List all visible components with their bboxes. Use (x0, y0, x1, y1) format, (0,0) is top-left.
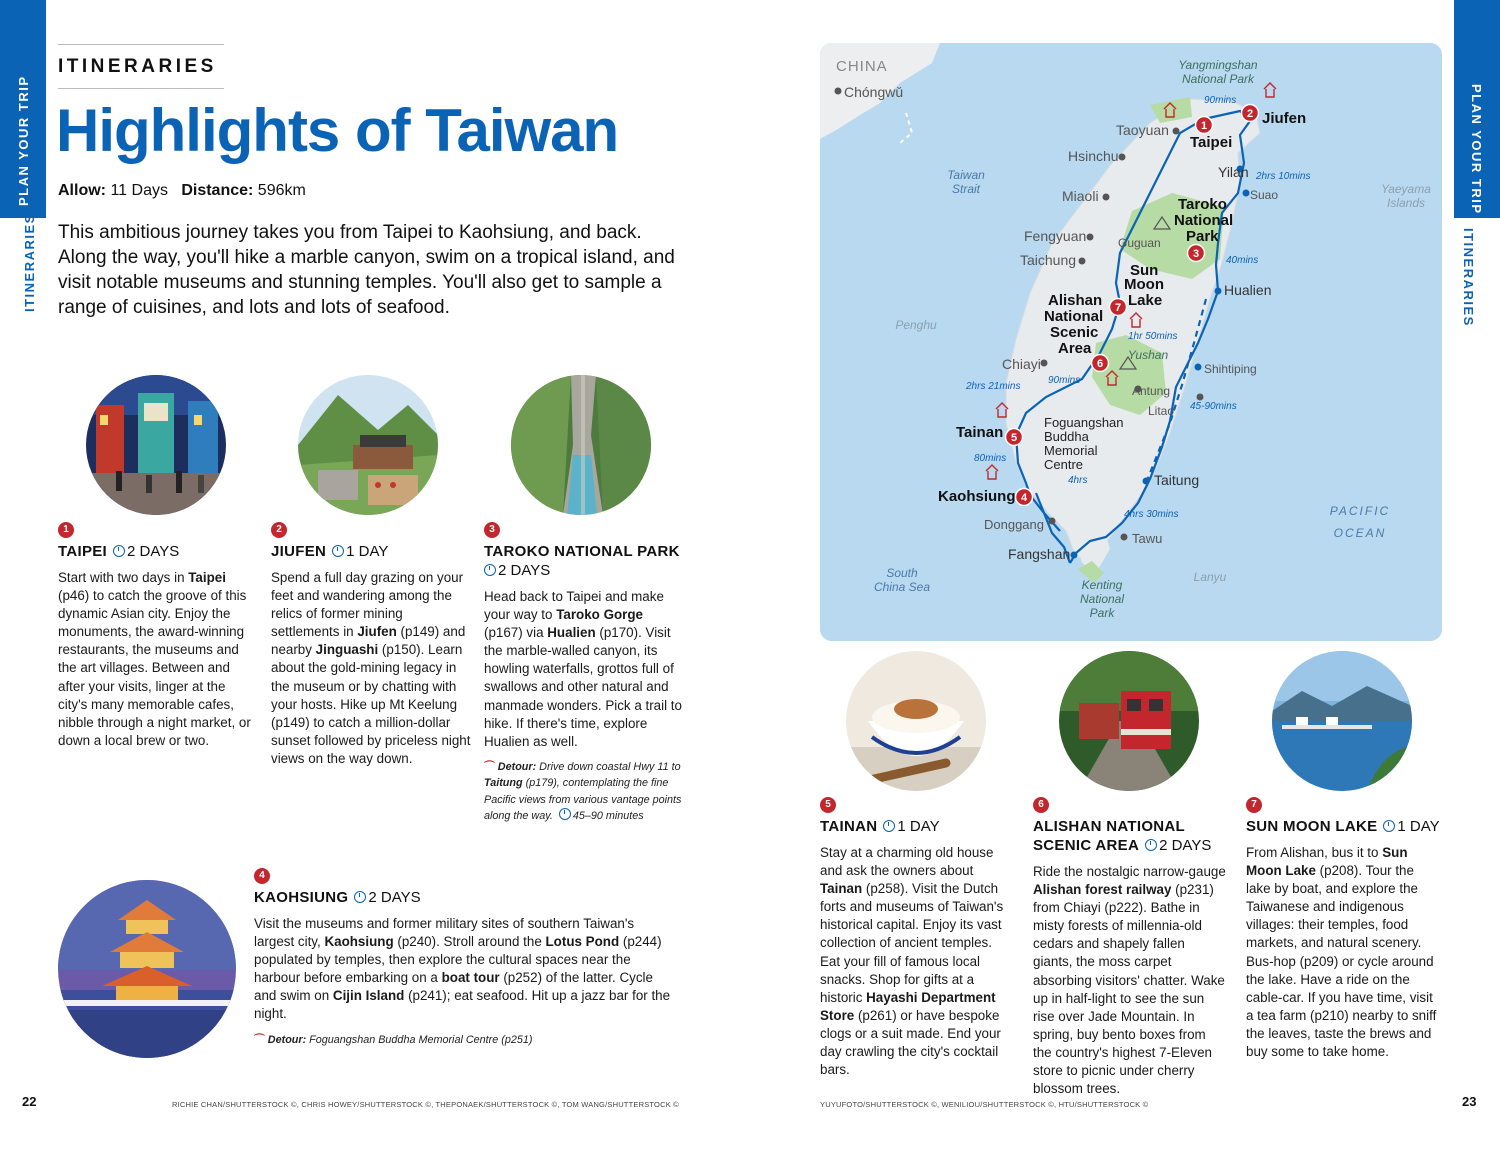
detour-time: 45–90 minutes (572, 810, 644, 823)
map-label-taitung: Taitung (1154, 472, 1200, 488)
map-label-chiayi: Chiayi (1002, 356, 1041, 372)
highlight-place: Tainan (820, 881, 863, 897)
highlight-place: Jiufen (357, 624, 397, 640)
stop-duration: 2 DAYS (127, 543, 180, 560)
map-label-miaoli: Miaoli (1062, 188, 1099, 204)
map-label-sunmoon-1: Sun (1130, 262, 1159, 279)
dot-shihtiping (1195, 364, 1202, 371)
map-label-fangshan: Fangshan (1008, 546, 1071, 562)
map-label-alishan-1: Alishan (1048, 292, 1103, 309)
map-marker-3-label: 3 (1192, 248, 1200, 260)
photo-credits-left: RICHIE CHAN/SHUTTERSTOCK ©, CHRIS HOWEY/SHUTTERSTOCK ©, THEPONAEK/SHUTTERSTOCK ©, TOM WANG/SHUTTERSTOCK © (172, 1100, 679, 1109)
section-kicker: ITINERARIES (58, 56, 217, 77)
map-label-yangmingshan: Yangmingshan (1178, 58, 1258, 72)
route-map-svg (820, 43, 1442, 641)
distance-value: 596km (257, 182, 306, 199)
detour-label: Detour: (497, 760, 537, 773)
map-label-alishan-2: National (1044, 308, 1104, 325)
map-time-4h: 4hrs (1068, 475, 1088, 486)
page-number-left: 22 (22, 1094, 37, 1109)
detour-icon: ⌒ (484, 760, 495, 773)
map-label-kenting-3: Park (1089, 606, 1115, 620)
stop-description: Start with two days in Taipei (p46) to catch the groove of this dynamic Asian city. Enjoy the monuments, the award-winning restaurants, the museums and the art villages. Between and after your visits, linger at the city's many memorable cafes, nibble through a night market, or down a local brew or two. (58, 570, 251, 748)
map-label-pacific-1: PACIFIC (1329, 504, 1391, 518)
map-label-kenting-1: Kenting (1081, 578, 1123, 592)
dot-tawu (1121, 534, 1128, 541)
dot-taoyuan (1173, 128, 1180, 135)
stop-sun-moon-lake (1246, 794, 1442, 1061)
map-label-kenting-2: National (1079, 592, 1125, 606)
highlight-place: Taipei (188, 570, 226, 585)
dot-fangshan (1071, 552, 1078, 559)
stop-number-badge: 4 (254, 868, 270, 884)
clock-icon (484, 564, 496, 576)
stop-heading (484, 542, 684, 580)
stop-name: TAINAN (820, 818, 878, 835)
stop-duration: 1 DAY (897, 818, 940, 835)
highlight-place: Cijin Island (332, 988, 405, 1004)
stop-kaohsiung (254, 865, 674, 1048)
detour-label: Detour: (267, 1033, 307, 1046)
highlight-place: boat tour (441, 970, 500, 986)
stop-number-badge: 1 (58, 522, 74, 538)
map-label-sunmoon-2: Moon (1124, 276, 1164, 293)
dot-hsinchu (1119, 154, 1126, 161)
stop-taipei (58, 519, 258, 750)
photo-sun-moon-lake (1272, 651, 1412, 791)
stop-heading (1033, 817, 1228, 855)
photo-alishan (1059, 651, 1199, 791)
map-time-40: 40mins (1226, 255, 1259, 266)
map-label-south-china-1: South (886, 566, 918, 580)
dot-litao (1197, 394, 1204, 401)
distance-label: Distance: (181, 182, 254, 199)
photo-taroko (511, 375, 651, 515)
page-title: Highlights of Taiwan (56, 97, 619, 164)
stop-heading (271, 542, 471, 561)
map-label-yushan: Yushan (1127, 348, 1169, 362)
side-tab-section-right: PLAN YOUR TRIP (1469, 84, 1484, 215)
clock-icon (354, 891, 366, 903)
stop-description: Stay at a charming old house and ask the owners about Tainan (p258). Visit the Dutch forts and museums of Taiwan's historical capital. Enjoy its vast collection of ancient temples. Eat your fill of famous local snacks. Shop for gifts at a historic Hayashi Department Store (p261) or have bespoke clogs or a suit made. End your day crawling the city's cocktail bars. (820, 845, 1004, 1078)
map-marker-1-label: 1 (1200, 120, 1208, 132)
map-label-strait-1: Taiwan (947, 168, 985, 182)
map-label-yaeyama-1: Yaeyama (1381, 182, 1431, 196)
clock-icon (1383, 820, 1395, 832)
photo-kaohsiung (58, 880, 236, 1058)
dot-chiayi (1041, 360, 1048, 367)
map-label-strait-2: Strait (951, 182, 981, 196)
map-label-taoyuan: Taoyuan (1116, 122, 1169, 138)
stop-duration: 1 DAY (346, 543, 389, 560)
map-label-taroko-3: Park (1186, 228, 1219, 245)
stop-description: Spend a full day grazing on your feet and wandering among the relics of former mining settlements in Jiufen (p149) and nearby Jinguashi (p150). Learn about the gold-mining legacy in the museum or by chatting with your hosts. Hike up Mt Keelung (p149) to catch a million-dollar sunset followed by priceless night views on the way down. (271, 570, 471, 766)
map-label-fo-2: Buddha (1044, 429, 1089, 444)
map-time-45-90: 45-90mins (1190, 401, 1237, 412)
stop-name: ALISHAN NATIONAL SCENIC AREA (1033, 818, 1185, 854)
highlight-place: Sun Moon Lake (1246, 845, 1408, 879)
side-tab-sub-right: ITINERARIES (1461, 228, 1476, 327)
stop-duration: 2 DAYS (1159, 837, 1212, 854)
clock-icon (332, 545, 344, 557)
dot-hualien (1215, 288, 1222, 295)
dot-suao (1243, 190, 1250, 197)
clock-icon (113, 545, 125, 557)
kicker-rule-top (58, 44, 224, 45)
stop-description: From Alishan, bus it to Sun Moon Lake (p208). Tour the lake by boat, and explore the Taiwanese and indigenous villages: their temples, food markets, and natural scenery. Bus-hop (p209) or cycle around the lake. Have a ride on the cable-car. If you have time, visit a tea farm (p210) nearby to sniff the leaves, taste the brews and buy some to take home. (1246, 845, 1437, 1060)
map-label-chongwu: Chóngwǔ (844, 84, 904, 100)
map-marker-2-label: 2 (1246, 108, 1254, 120)
stop-description: Visit the museums and former military sites of southern Taiwan's largest city, Kaohsiung (p240). Stroll around the Lotus Pond (p244) populated by temples, then explore the cultural spaces near the harbour before embarking on a boat tour (p252) of the latter. Cycle and swim on Cijin Island (p241); eat seafood. Hit up a jazz bar for the night. (254, 916, 671, 1022)
highlight-place: Hualien (547, 625, 596, 641)
highlight-place: Kaohsiung (324, 934, 394, 950)
map-marker-6-label: 6 (1096, 358, 1104, 370)
stop-number-badge: 7 (1246, 797, 1262, 813)
side-tab-section-left: PLAN YOUR TRIP (16, 75, 31, 206)
detour-note: ⌒ Detour: Drive down coastal Hwy 11 to Taitung (p179), contemplating the fine Pacific views from various vantage points along the way. 45–90 minutes (484, 760, 682, 823)
stop-heading (1246, 817, 1442, 836)
stop-duration: 1 DAY (1397, 818, 1440, 835)
highlight-place: Lotus Pond (545, 934, 620, 950)
map-label-hsinchu: Hsinchu (1068, 148, 1119, 164)
stop-duration: 2 DAYS (498, 562, 551, 579)
map-label-yaeyama-2: Islands (1386, 196, 1426, 210)
map-label-yilan: Yilan (1218, 164, 1249, 180)
highlight-place: Jinguashi (315, 642, 379, 658)
map-label-guguan: Guguan (1118, 236, 1161, 250)
map-label-taichung: Taichung (1020, 252, 1077, 268)
map-marker-7-label: 7 (1114, 302, 1122, 314)
trip-meta (58, 182, 306, 200)
map-marker-5-label: 5 (1010, 432, 1018, 444)
dot-taichung (1079, 258, 1086, 265)
allow-value: 11 Days (110, 182, 168, 199)
map-label-fo-4: Centre (1044, 457, 1084, 472)
stop-taroko (484, 519, 684, 825)
map-label-donggang: Donggang (984, 517, 1044, 532)
map-time-80: 80mins (974, 453, 1007, 464)
detour-note: ⌒ Detour: Foguangshan Buddha Memorial Centre (p251) (254, 1033, 533, 1046)
map-label-hualien: Hualien (1224, 282, 1272, 298)
stop-name: TAROKO NATIONAL PARK (484, 543, 680, 560)
map-label-fo-3: Memorial (1044, 443, 1098, 458)
map-label-china: CHINA (836, 58, 888, 75)
stop-name: SUN MOON LAKE (1246, 818, 1378, 835)
stop-heading (820, 817, 1015, 836)
stop-heading (58, 542, 258, 561)
map-time-2h10: 2hrs 10mins (1256, 171, 1311, 182)
map-label-shihtiping: Shihtiping (1204, 362, 1257, 376)
map-label-tainan: Tainan (956, 424, 1004, 441)
highlight-place: Taroko Gorge (556, 607, 644, 623)
map-time-2h21: 2hrs 21mins (966, 381, 1021, 392)
stop-number-badge: 6 (1033, 797, 1049, 813)
map-time-1h50: 1hr 50mins (1128, 331, 1178, 342)
map-label-suao: Suao (1250, 188, 1279, 202)
map-label-taipei: Taipei (1190, 134, 1233, 151)
clock-icon (1145, 839, 1157, 851)
dot-miaoli (1103, 194, 1110, 201)
stop-duration: 2 DAYS (368, 889, 421, 906)
dot-fengyuan (1087, 234, 1094, 241)
side-tab-sub-left: ITINERARIES (22, 213, 37, 312)
map-label-fo-1: Foguangshan (1044, 415, 1124, 430)
map-marker-4-label: 4 (1020, 492, 1028, 504)
intro-paragraph: This ambitious journey takes you from Taipei to Kaohsiung, and back. Along the way, you'll hike a marble canyon, swim on a tropical island, and visit notable museums and stunning temples. You'll also get to sample a range of cuisines, and lots and lots of seafood. (58, 222, 675, 318)
map-label-antung: Antung (1132, 384, 1171, 398)
photo-tainan (846, 651, 986, 791)
allow-label: Allow: (58, 182, 106, 199)
stop-number-badge: 2 (271, 522, 287, 538)
dot-chongwu (835, 88, 842, 95)
kicker-rule-bottom (58, 88, 224, 89)
map-label-taroko-2: National (1174, 212, 1234, 229)
stop-description: Ride the nostalgic narrow-gauge Alishan forest railway (p231) from Chiayi (p222). Bathe in misty forests of millennia-old cedars and shapely fallen giants, the moss carpet absorbing visitors' chatter. Wake up in half-light to see the sun rise over Jade Mountain. In spring, buy bento boxes from the country's highest 7-Eleven store to picnic under cherry blossom trees. (1033, 864, 1226, 1097)
highlight-place: Hayashi Department Store (820, 989, 996, 1023)
clock-icon (559, 808, 571, 820)
map-time-90: 90mins (1204, 95, 1237, 106)
dot-taitung (1143, 478, 1150, 485)
clock-icon (883, 820, 895, 832)
stop-heading (254, 888, 674, 907)
map-label-taroko-1: Taroko (1178, 196, 1227, 213)
stop-number-badge: 3 (484, 522, 500, 538)
photo-jiufen (298, 375, 438, 515)
stop-name: KAOHSIUNG (254, 889, 349, 906)
map-label-jiufen: Jiufen (1262, 110, 1307, 127)
map-label-tawu: Tawu (1132, 531, 1163, 546)
map-time-90b: 90mins (1048, 375, 1081, 386)
detour-icon: ⌒ (254, 1033, 265, 1046)
map-label-alishan-3: Scenic (1050, 324, 1099, 341)
map-label-pacific-2: OCEAN (1333, 526, 1387, 540)
stop-alishan (1033, 794, 1228, 1098)
map-label-penghu: Penghu (895, 318, 937, 332)
dot-donggang (1049, 518, 1056, 525)
map-label-alishan-4: Area (1058, 340, 1092, 357)
route-map[interactable] (820, 43, 1442, 641)
map-label-lanyu: Lanyu (1193, 570, 1227, 584)
map-label-kaohsiung: Kaohsiung (938, 488, 1016, 505)
stop-description: Head back to Taipei and make your way to Taroko Gorge (p167) via Hualien (p170). Visit the marble-walled canyon, its howling waterfalls, grottos full of swallows and other natural and manmade wonders. Pick a trail to hike. If there's time, explore Hualien as well. (484, 589, 682, 749)
map-label-south-china-2: China Sea (873, 580, 931, 594)
stop-jiufen (271, 519, 471, 768)
map-label-sunmoon-3: Lake (1128, 292, 1163, 309)
highlight-place: Taitung (484, 777, 523, 790)
photo-credits-right: YUYUFOTO/SHUTTERSTOCK ©, WENILIOU/SHUTTERSTOCK ©, HTU/SHUTTERSTOCK © (820, 1100, 1149, 1109)
map-label-national-park: National Park (1181, 72, 1255, 86)
map-label-fengyuan: Fengyuan (1024, 228, 1087, 244)
highlight-place: Alishan forest railway (1033, 882, 1172, 898)
stop-name: TAIPEI (58, 543, 108, 560)
page-number-right: 23 (1462, 1094, 1477, 1109)
photo-taipei (86, 375, 226, 515)
map-time-4h30: 4hrs 30mins (1124, 509, 1179, 520)
stop-name: JIUFEN (271, 543, 327, 560)
map-label-litao: Litao (1148, 404, 1175, 418)
stop-number-badge: 5 (820, 797, 836, 813)
stop-tainan (820, 794, 1015, 1079)
